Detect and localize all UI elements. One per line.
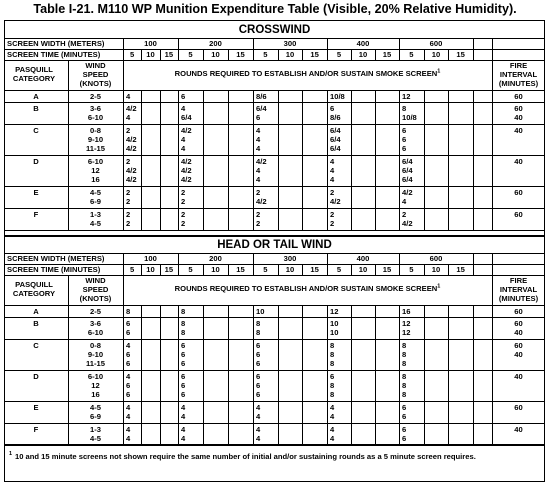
rounds-value: 6 6 6 <box>256 372 261 399</box>
time-5: 5 <box>130 50 135 59</box>
grid-line <box>4 208 545 209</box>
rounds-value: 4/2 4 <box>126 104 137 122</box>
grid-line <box>4 317 545 318</box>
grid-line <box>327 90 328 230</box>
rounds-value: 6/4 6 <box>256 104 267 122</box>
wind-speed: 1-3 4-5 <box>90 425 101 443</box>
rounds-value: 6 6 <box>126 319 131 337</box>
rounds-value: 6 8/6 <box>330 104 341 122</box>
time-5: 5 <box>336 265 342 274</box>
rounds-value: 2 4/2 <box>256 188 267 206</box>
width-400: 400 <box>356 254 370 263</box>
time-5: 5 <box>409 50 414 59</box>
rounds-value: 4/2 4 <box>402 188 413 206</box>
time-10: 10 <box>358 265 368 274</box>
grid-line <box>473 305 474 445</box>
rounds-value: 8 8 8 <box>402 341 407 368</box>
pasquill-header: PASQUILL CATEGORY <box>12 65 56 83</box>
grid-line <box>4 230 545 231</box>
grid-line <box>473 38 474 60</box>
time-10: 10 <box>285 265 295 274</box>
grid-line <box>160 90 161 230</box>
rounds-value: 4 4 <box>330 403 335 421</box>
time-10: 10 <box>211 50 220 59</box>
rounds-value: 2 2 <box>126 188 131 206</box>
wind-speed-header: WIND SPEED (KNOTS) <box>79 61 112 88</box>
rounds-value: 10/8 <box>330 92 345 101</box>
grid-line <box>302 90 303 230</box>
grid-line <box>4 90 545 91</box>
width-300: 300 <box>283 254 297 263</box>
time-10: 10 <box>146 50 155 59</box>
rounds-value: 8 8 8 <box>402 372 407 399</box>
fire-interval-value: 40 <box>514 372 523 381</box>
fire-interval-value: 40 <box>514 157 523 166</box>
grid-line <box>424 90 425 230</box>
rounds-value: 4 4 <box>256 425 261 443</box>
rounds-value: 12 12 <box>402 319 411 337</box>
rounds-value: 2 4/2 4/2 <box>126 126 137 153</box>
category-F: F <box>33 425 39 434</box>
screen-time-label: SCREEN TIME (MINUTES) <box>7 265 101 274</box>
time-15: 15 <box>310 50 319 59</box>
fire-interval-value: 60 <box>514 92 523 101</box>
category-B: B <box>33 104 39 113</box>
rounds-value: 4 4 <box>126 425 131 443</box>
width-100: 100 <box>144 254 157 263</box>
rounds-value: 8/6 <box>256 92 267 101</box>
time-5: 5 <box>336 50 342 59</box>
wind-speed: 3-6 6-10 <box>87 104 104 122</box>
rounds-value: 8 <box>126 307 131 316</box>
grid-line <box>178 90 179 230</box>
grid-line <box>123 305 124 445</box>
time-5: 5 <box>263 265 268 274</box>
wind-speed: 3-6 6-10 <box>87 319 104 337</box>
fire-interval-value: 60 <box>514 188 523 197</box>
rounds-value: 12 <box>402 92 411 101</box>
rounds-value: 6 6 6 <box>181 341 186 368</box>
grid-line <box>375 90 376 230</box>
time-15: 15 <box>236 265 245 274</box>
wind-speed: 0-8 9-10 11-15 <box>85 341 105 368</box>
grid-line <box>473 90 474 230</box>
category-A: A <box>33 92 39 101</box>
grid-line <box>351 305 352 445</box>
rounds-value: 2 2 <box>330 210 335 228</box>
time-5: 5 <box>188 265 193 274</box>
rounds-value: 4 <box>126 92 131 101</box>
wind-speed: 6-10 12 16 <box>87 372 104 399</box>
screen-time-label: SCREEN TIME (MINUTES) <box>7 50 101 59</box>
fire-interval-value: 40 <box>514 425 523 434</box>
time-10: 10 <box>431 50 441 59</box>
footnote-ref: 1 <box>437 68 441 75</box>
time-15: 15 <box>164 50 174 59</box>
fire-interval-value: 60 40 <box>514 319 523 337</box>
grid-line <box>473 253 474 275</box>
time-5: 5 <box>130 265 135 274</box>
rounds-value: 6 6 6 <box>256 341 261 368</box>
category-D: D <box>33 157 39 166</box>
width-100: 100 <box>144 39 157 48</box>
category-B: B <box>33 319 39 328</box>
fire-interval-value: 60 40 <box>514 104 523 122</box>
rounds-value: 4 6 6 <box>126 372 131 399</box>
wind-speed: 2-5 <box>90 307 101 316</box>
rounds-required-header: ROUNDS REQUIRED TO ESTABLISH AND/OR SUSTAIN SMOKE SCREEN$^1$ <box>174 68 441 78</box>
grid-line <box>4 124 545 125</box>
grid-line <box>253 305 254 445</box>
table-title: Table I-21. M110 WP Munition Expenditure Table (Visible, 20% Relative Humidity). <box>33 2 517 16</box>
fire-interval-value: 60 <box>514 403 523 412</box>
grid-line <box>123 90 124 230</box>
rounds-value: 4 6/4 <box>181 104 192 122</box>
width-600: 600 <box>429 39 443 48</box>
pasquill-header: PASQUILL CATEGORY <box>12 280 56 298</box>
grid-line <box>4 186 545 187</box>
screen-width-label: SCREEN WIDTH (METERS) <box>7 39 105 48</box>
rounds-value: 4 4 <box>126 403 131 421</box>
rounds-value: 2 4/2 4/2 <box>126 157 137 184</box>
grid-line <box>160 305 161 445</box>
grid-line <box>203 90 204 230</box>
fire-interval-header: FIRE INTERVAL (MINUTES) <box>498 276 539 303</box>
grid-line <box>278 90 279 230</box>
wind-speed: 4-5 6-9 <box>90 188 101 206</box>
footnote-text: 10 and 15 minute screens not shown require the same number of initial and/or sustaining rounds as a 5 minute screen requires. <box>15 452 476 461</box>
rounds-value: 4 4 <box>330 425 335 443</box>
width-400: 400 <box>356 39 370 48</box>
section-title: HEAD OR TAIL WIND <box>217 239 332 251</box>
rounds-value: 10 <box>256 307 265 316</box>
rounds-value: 2 4/2 <box>402 210 413 228</box>
grid-line <box>4 155 545 156</box>
grid-line <box>399 90 400 230</box>
width-200: 200 <box>209 39 222 48</box>
time-15: 15 <box>236 50 245 59</box>
time-10: 10 <box>431 265 441 274</box>
width-300: 300 <box>283 39 297 48</box>
time-10: 10 <box>358 50 368 59</box>
grid-line <box>492 253 493 275</box>
width-600: 600 <box>429 254 443 263</box>
rounds-required-header: ROUNDS REQUIRED TO ESTABLISH AND/OR SUSTAIN SMOKE SCREEN$^1$ <box>174 283 441 293</box>
rounds-value: 4/2 4 4 <box>256 157 267 184</box>
grid-line <box>351 90 352 230</box>
rounds-value: 4 4 <box>181 403 186 421</box>
rounds-value: 4 4 4 <box>256 126 261 153</box>
grid-line <box>4 102 545 103</box>
category-E: E <box>33 188 39 197</box>
grid-line <box>4 423 545 424</box>
rounds-value: 6 6 6 <box>402 126 407 153</box>
rounds-value: 8 <box>181 307 186 316</box>
grid-line <box>141 305 142 445</box>
category-C: C <box>33 341 39 350</box>
rounds-value: 2 2 <box>181 188 186 206</box>
time-10: 10 <box>146 265 155 274</box>
footnote-number: 1 <box>9 451 13 457</box>
width-200: 200 <box>209 254 222 263</box>
section-divider <box>4 235 545 237</box>
wind-speed-header: WIND SPEED (KNOTS) <box>79 276 112 303</box>
rounds-value: 16 <box>402 307 411 316</box>
rounds-value: 8 8 <box>181 319 186 337</box>
time-15: 15 <box>456 50 465 59</box>
time-15: 15 <box>310 265 319 274</box>
grid-line <box>399 305 400 445</box>
wind-speed: 1-3 4-5 <box>90 210 101 228</box>
grid-line <box>424 305 425 445</box>
time-15: 15 <box>164 265 174 274</box>
rounds-value: 4 4 <box>256 403 261 421</box>
grid-line <box>178 305 179 445</box>
grid-line <box>203 305 204 445</box>
rounds-value: 8 10/8 <box>402 104 417 122</box>
category-F: F <box>33 210 39 219</box>
time-5: 5 <box>409 265 414 274</box>
footnote-divider <box>4 444 545 446</box>
rounds-value: 6 6 <box>402 425 407 443</box>
category-E: E <box>33 403 39 412</box>
fire-interval-value: 60 <box>514 210 523 219</box>
time-15: 15 <box>382 265 392 274</box>
rounds-value: 2 4/2 <box>330 188 341 206</box>
time-5: 5 <box>263 50 268 59</box>
rounds-value: 10 10 <box>330 319 339 337</box>
grid-line <box>4 339 545 340</box>
grid-line <box>141 90 142 230</box>
time-15: 15 <box>456 265 465 274</box>
time-5: 5 <box>188 50 193 59</box>
rounds-value: 4/2 4 4 <box>181 126 192 153</box>
grid-line <box>492 38 493 60</box>
grid-line <box>448 305 449 445</box>
grid-line <box>253 90 254 230</box>
screen-width-label: SCREEN WIDTH (METERS) <box>7 254 105 263</box>
grid-line <box>4 305 545 306</box>
rounds-value: 2 2 <box>126 210 131 228</box>
grid-line <box>327 305 328 445</box>
grid-line <box>4 370 545 371</box>
rounds-value: 4/2 4/2 4/2 <box>181 157 192 184</box>
rounds-value: 2 2 <box>256 210 261 228</box>
grid-line <box>228 90 229 230</box>
grid-line <box>375 305 376 445</box>
time-10: 10 <box>285 50 295 59</box>
rounds-value: 4 4 <box>181 425 186 443</box>
grid-line <box>228 305 229 445</box>
rounds-value: 8 8 <box>256 319 261 337</box>
time-10: 10 <box>211 265 220 274</box>
fire-interval-value: 60 <box>514 307 523 316</box>
grid-line <box>302 305 303 445</box>
rounds-value: 6/4 6/4 6/4 <box>330 126 341 153</box>
grid-line <box>278 305 279 445</box>
fire-interval-value: 60 40 <box>514 341 523 359</box>
rounds-value: 4 6 6 <box>126 341 131 368</box>
rounds-value: 6 <box>181 92 186 101</box>
section-title: CROSSWIND <box>238 24 311 36</box>
grid-line <box>4 401 545 402</box>
footnote-ref: 1 <box>437 283 441 290</box>
wind-speed: 4-5 6-9 <box>90 403 101 421</box>
category-D: D <box>33 372 39 381</box>
wind-speed: 6-10 12 16 <box>87 157 104 184</box>
rounds-value: 6 6 <box>402 403 407 421</box>
rounds-value: 6 8 8 <box>330 372 335 399</box>
rounds-value: 4 4 4 <box>330 157 335 184</box>
fire-interval-header: FIRE INTERVAL (MINUTES) <box>498 61 539 88</box>
rounds-value: 6/4 6/4 6/4 <box>402 157 413 184</box>
rounds-value: 8 8 8 <box>330 341 335 368</box>
fire-interval-value: 40 <box>514 126 523 135</box>
wind-speed: 2-5 <box>90 92 101 101</box>
rounds-value: 6 6 6 <box>181 372 186 399</box>
rounds-value: 12 <box>330 307 339 316</box>
category-C: C <box>33 126 39 135</box>
time-15: 15 <box>382 50 392 59</box>
wind-speed: 0-8 9-10 11-15 <box>85 126 105 153</box>
rounds-value: 2 2 <box>181 210 186 228</box>
grid-line <box>448 90 449 230</box>
category-A: A <box>33 307 39 316</box>
